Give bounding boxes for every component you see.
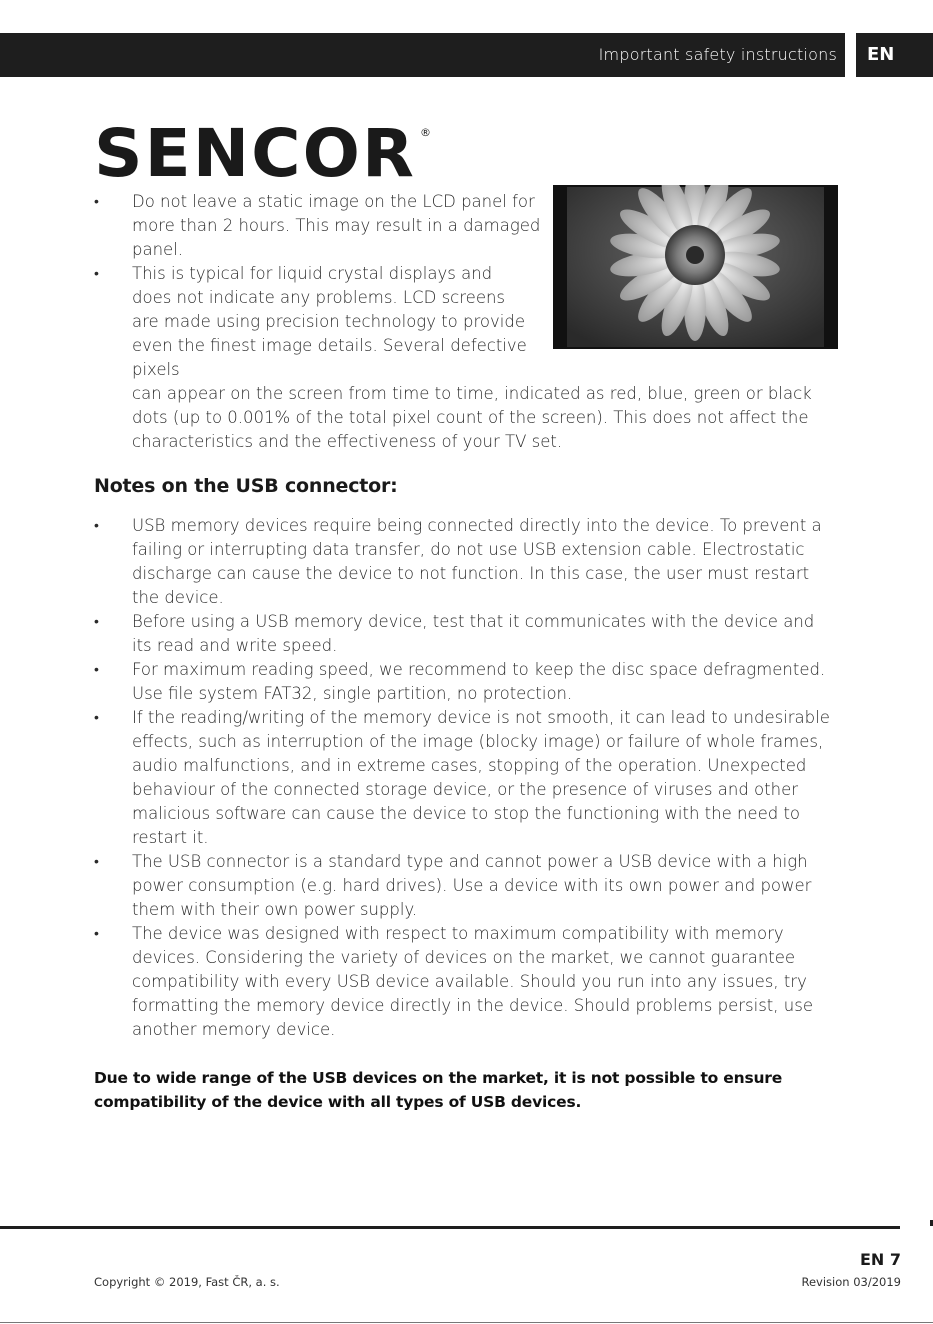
- list-item: • Before using a USB memory device, test that it communicates with the device and its read and write speed.: [94, 610, 839, 658]
- svg-text:SENCOR: SENCOR: [94, 120, 416, 182]
- language-tab: EN: [856, 33, 933, 77]
- list-item: • Do not leave a static image on the LCD panel for more than 2 hours. This may result in a damaged panel.: [94, 190, 542, 262]
- list-item-text-rest: can appear on the screen from time to time, indicated as red, blue, green or black dots (up to 0.001% of the total pixel count of the screen). This does not affect the characteristics and the effectiveness of your TV set.: [132, 384, 812, 451]
- list-item: [94, 262, 839, 454]
- section-title: Important safety instructions: [598, 45, 837, 64]
- header-bar: [0, 33, 845, 77]
- compatibility-note: Due to wide range of the USB devices on the market, it is not possible to ensure compatibility of the device with all types of USB devices.: [94, 1069, 783, 1111]
- footer-divider: [0, 1226, 900, 1229]
- list-item: • USB memory devices require being connected directly into the device. To prevent a failing or interrupting data transfer, do not use USB extension cable. Electrostatic discharge can cause the device to not function. In this case, the user must restart the device.: [94, 514, 839, 610]
- list-item-text-part: • This is typical for liquid crystal displays and does not indicate any problems. LCD screens are made using precision technology to provide even the finest image details. Several defective pixels: [132, 264, 527, 379]
- usb-notes-list: [94, 514, 839, 1042]
- copyright-text: Copyright © 2019, Fast ČR, a. s.: [94, 1275, 280, 1289]
- list-item: • The device was designed with respect to maximum compatibility with memory devices. Considering the variety of devices on the market, we cannot guarantee compatibility with every USB device available. Should you run into any issues, try formatting the memory device directly in the device. Should problems persist, use another memory device.: [94, 922, 839, 1042]
- section-heading: Notes on the USB connector:: [94, 475, 398, 497]
- revision-text: Revision 03/2019: [801, 1275, 901, 1289]
- list-item: • For maximum reading speed, we recommend to keep the disc space defragmented. Use file system FAT32, single partition, no protection.: [94, 658, 839, 706]
- svg-text:®: ®: [420, 126, 431, 139]
- page-bottom-rule: [0, 1322, 933, 1323]
- page-number: EN 7: [859, 1250, 901, 1269]
- list-item: • If the reading/writing of the memory device is not smooth, it can lead to undesirable effects, such as interruption of the image (blocky image) or failure of whole frames, audio malfunctions, and in extreme cases, stopping of the operation. Unexpected behaviour of the connected storage device, or the presence of viruses and other malicious software can cause the device to stop the functioning with the need to restart it.: [94, 706, 839, 850]
- main-content: [94, 190, 839, 1114]
- sencor-logo: [94, 120, 434, 182]
- intro-list: [94, 190, 839, 454]
- list-item: • The USB connector is a standard type and cannot power a USB device with a high power consumption (e.g. hard drives). Use a device with its own power and power them with their own power supply.: [94, 850, 839, 922]
